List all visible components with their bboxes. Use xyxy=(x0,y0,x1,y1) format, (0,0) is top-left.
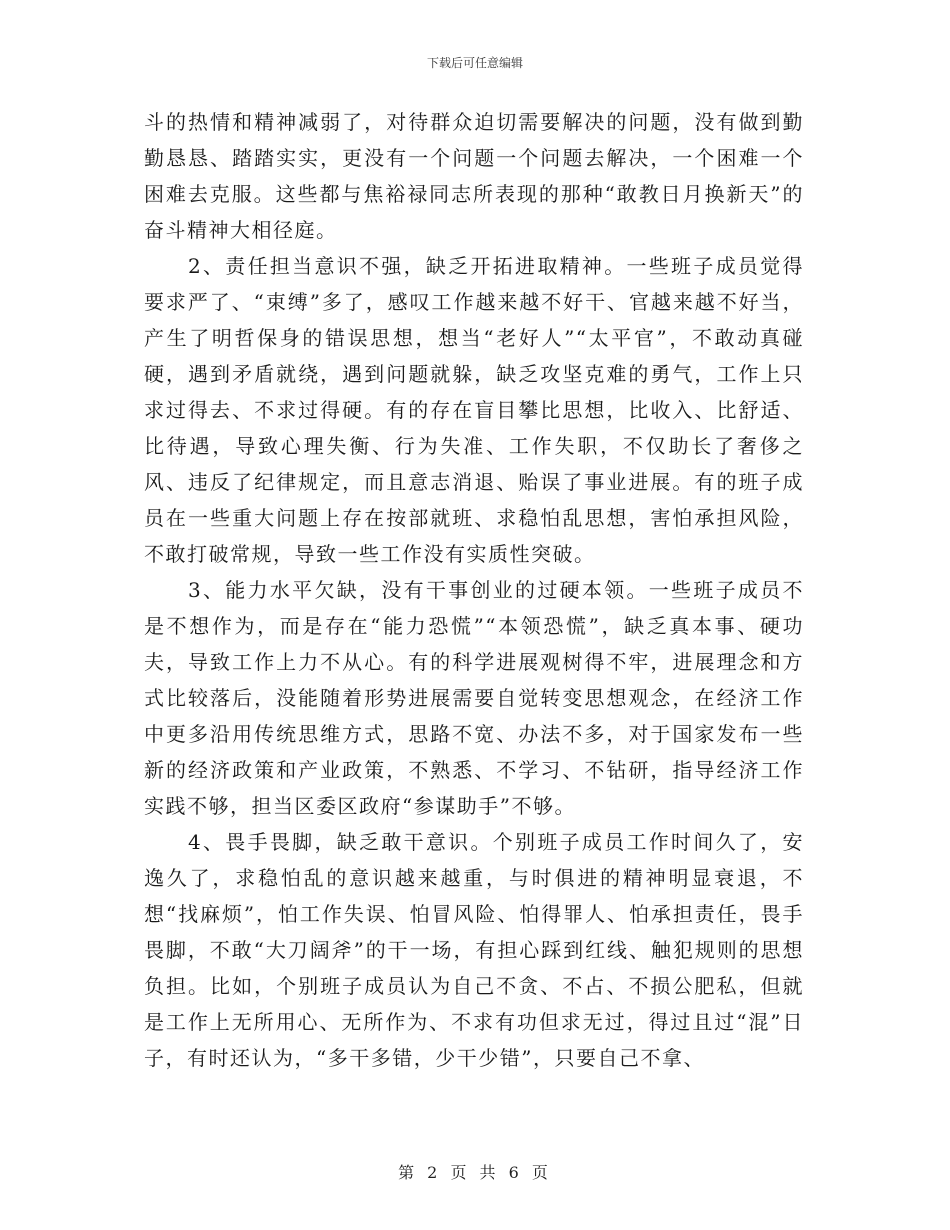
paragraph-item-3: 3、能力水平欠缺，没有干事创业的过硬本领。一些班子成员不是不想作为，而是存在“能力恐慌”“本领恐慌”，缺乏真本事、硬功夫，导致工作上力不从心。有的科学进展观树得不牢，进展理念和方式比较落后，没能随着形势进展需要自觉转变思想观念，在经济工作中更多沿用传统思维方式，思路不宽、办法不多，对于国家发布一些新的经济政策和产业政策，不熟悉、不学习、不钻研，指导经济工作实践不够，担当区委区政府“参谋助手”不够。 xyxy=(144,578,804,818)
paragraph-continuation: 斗的热情和精神减弱了，对待群众迫切需要解决的问题，没有做到勤勤恳恳、踏踏实实，更没有一个问题一个问题去解决，一个困难一个困难去克服。这些都与焦裕禄同志所表现的那种“敢教日月换新天”的奋斗精神大相径庭。 xyxy=(144,110,804,242)
paragraph-item-2: 2、责任担当意识不强，缺乏开拓进取精神。一些班子成员觉得要求严了、“束缚”多了，感叹工作越来越不好干、官越来越不好当，产生了明哲保身的错误思想，想当“老好人”“太平官”，不敢动真碰硬，遇到矛盾就绕，遇到问题就躲，缺乏攻坚克难的勇气，工作上只求过得去、不求过得硬。有的存在盲目攀比思想，比收入、比舒适、比待遇，导致心理失衡、行为失准、工作失职，不仅助长了奢侈之风、违反了纪律规定，而且意志消退、贻误了事业进展。有的班子成员在一些重大问题上存在按部就班、求稳怕乱思想，害怕承担风险，不敢打破常规，导致一些工作没有实质性突破。 xyxy=(144,254,804,566)
page-footer: 第 2 页 共 6 页 xyxy=(398,1163,552,1182)
body-text xyxy=(144,104,804,1076)
page-header: 下载后可任意编辑 xyxy=(426,56,523,70)
paragraph-item-4: 4、畏手畏脚，缺乏敢干意识。个别班子成员工作时间久了，安逸久了，求稳怕乱的意识越来越重，与时俱进的精神明显衰退，不想“找麻烦”，怕工作失误、怕冒风险、怕得罪人、怕承担责任，畏手畏脚，不敢“大刀阔斧”的干一场，有担心踩到红线、触犯规则的思想负担。比如，个别班子成员认为自己不贪、不占、不损公肥私，但就是工作上无所用心、无所作为、不求有功但求无过，得过且过“混”日子，有时还认为，“多干多错，少干少错”，只要自己不拿、 xyxy=(144,830,804,1070)
